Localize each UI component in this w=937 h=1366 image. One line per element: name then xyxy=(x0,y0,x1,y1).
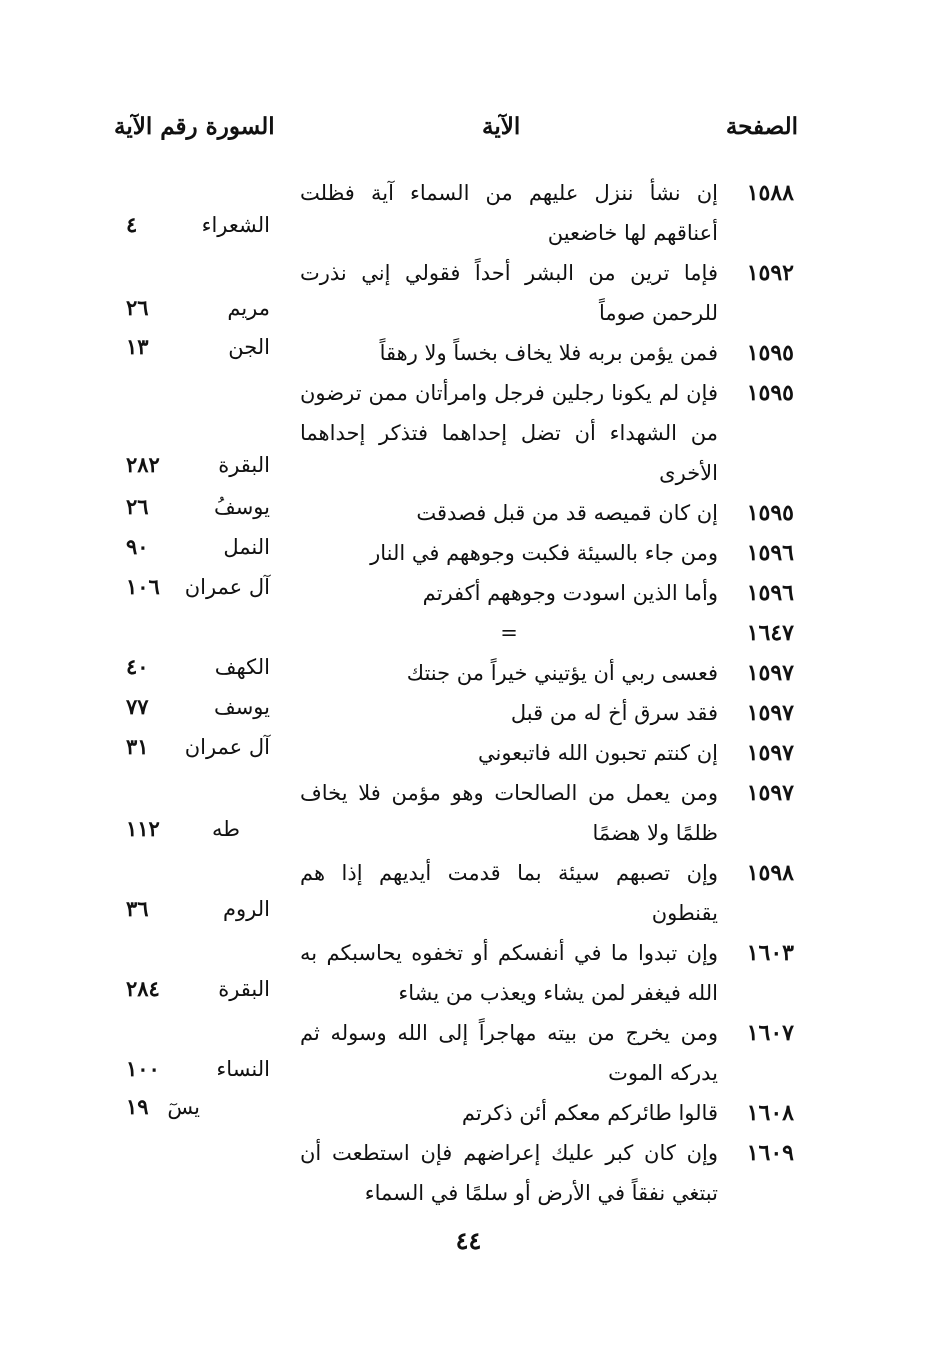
page-ref: ١٥٨٨ xyxy=(746,180,794,206)
surah-column-header: السورة رقم الآية xyxy=(114,113,275,140)
page-ref: ١٥٩٥ xyxy=(746,500,794,526)
ayah-number: ١٠٠ xyxy=(126,1056,160,1081)
page-ref: ١٦٠٩ xyxy=(746,1140,794,1166)
page-ref: ١٥٩٥ xyxy=(746,380,794,406)
verse-text: فمن يؤمن بربه فلا يخاف بخساً ولا رهقاً xyxy=(379,341,718,365)
verse-text: وإن تصبهم سيئة بما قدمت أيديهم إذا هم يقنطون xyxy=(300,861,718,925)
verse-text: فقد سرق أخ له من قبل xyxy=(510,701,718,725)
table-header xyxy=(100,113,800,153)
page-ref: ١٥٩٧ xyxy=(746,780,794,806)
verse-text: ومن يعمل من الصالحات وهو مؤمن فلا يخاف ظلمًا ولا هضمًا xyxy=(300,781,718,845)
verse-text: فإن لم يكونا رجلين فرجل وامرأتان ممن ترضون من الشهداء أن تضل إحداهما فتذكر إحداهما الأخرى xyxy=(300,381,718,485)
surah-name: النمل xyxy=(223,535,270,559)
verse-text: إن كنتم تحبون الله فاتبعوني xyxy=(477,741,718,765)
verse-text: فعسى ربي أن يؤتيني خيراً من جنتك xyxy=(406,661,718,685)
page-ref: ١٦٤٧ xyxy=(746,620,794,646)
page-ref: ١٦٠٣ xyxy=(746,940,794,966)
page-ref: ١٥٩٧ xyxy=(746,660,794,686)
surah-name: الكهف xyxy=(214,655,270,679)
page-ref: ١٥٩٧ xyxy=(746,740,794,766)
ayah-number: ١١٢ xyxy=(126,816,160,841)
surah-name: البقرة xyxy=(218,453,270,477)
verse-text: وإن كان كبر عليك إعراضهم فإن استطعت أن تبتغي نفقاً في الأرض أو سلمًا في السماء xyxy=(300,1141,718,1205)
ayah-number: ١٩ xyxy=(126,1094,149,1119)
surah-name: مريم xyxy=(227,296,270,320)
verse-text: = xyxy=(500,621,518,645)
ayah-number: ١٠٦ xyxy=(126,574,160,599)
surah-name: الشعراء xyxy=(201,213,270,237)
verse-text: إن نشأ ننزل عليهم من السماء آية فظلت أعناقهم لها خاضعين xyxy=(300,181,718,245)
surah-name: البقرة xyxy=(218,977,270,1001)
page-ref: ١٥٩٥ xyxy=(746,340,794,366)
ayah-number: ٩٠ xyxy=(126,534,149,559)
page-column-header: الصفحة xyxy=(725,113,798,140)
page-number: ٤٤ xyxy=(455,1226,482,1255)
page-ref: ١٥٩٦ xyxy=(746,580,794,606)
ayah-number: ٧٧ xyxy=(126,694,149,719)
ayah-number: ٤ xyxy=(126,212,138,237)
verse-text: وإن تبدوا ما في أنفسكم أو تخفوه يحاسبكم به الله فيغفر لمن يشاء ويعذب من يشاء xyxy=(300,941,718,1005)
page-ref: ١٥٩٧ xyxy=(746,700,794,726)
ayah-number: ٣١ xyxy=(126,734,149,759)
page-ref: ١٦٠٨ xyxy=(746,1100,794,1126)
page-ref: ١٥٩٢ xyxy=(746,260,794,286)
surah-name: الروم xyxy=(223,897,270,921)
ayah-number: ٤٠ xyxy=(126,654,149,679)
verse-text: إن كان قميصه قد من قبل فصدقت xyxy=(416,501,718,525)
surah-name: طه xyxy=(212,817,240,841)
page-ref: ١٥٩٦ xyxy=(746,540,794,566)
verse-text: ومن جاء بالسيئة فكبت وجوههم في النار xyxy=(370,541,718,565)
surah-name: آل عمران xyxy=(184,735,270,759)
surah-name: يوسف xyxy=(213,695,270,719)
surah-name: يوسفُ xyxy=(213,495,270,519)
verse-column-header: الآية xyxy=(482,113,521,140)
surah-name: الجن xyxy=(228,335,270,359)
surah-name: النساء xyxy=(216,1057,270,1081)
verse-text: فإما ترين من البشر أحداً فقولي إني نذرت للرحمن صوماً xyxy=(300,261,718,325)
surah-name: آل عمران xyxy=(184,575,270,599)
ayah-number: ٢٦ xyxy=(126,295,149,320)
verse-text: وأما الذين اسودت وجوههم أكفرتم xyxy=(422,581,718,605)
ayah-number: ٢٨٤ xyxy=(126,976,160,1001)
ayah-number: ١٣ xyxy=(126,334,149,359)
ayah-number: ٣٦ xyxy=(126,896,149,921)
page-ref: ١٥٩٨ xyxy=(746,860,794,886)
ayah-number: ٢٦ xyxy=(126,494,149,519)
surah-name: يسٓ xyxy=(167,1095,200,1119)
page-ref: ١٦٠٧ xyxy=(746,1020,794,1046)
verse-text: قالوا طائركم معكم أئن ذكرتم xyxy=(461,1101,718,1125)
ayah-number: ٢٨٢ xyxy=(126,452,160,477)
verse-text: ومن يخرج من بيته مهاجراً إلى الله وسوله ثم يدركه الموت xyxy=(300,1021,718,1085)
